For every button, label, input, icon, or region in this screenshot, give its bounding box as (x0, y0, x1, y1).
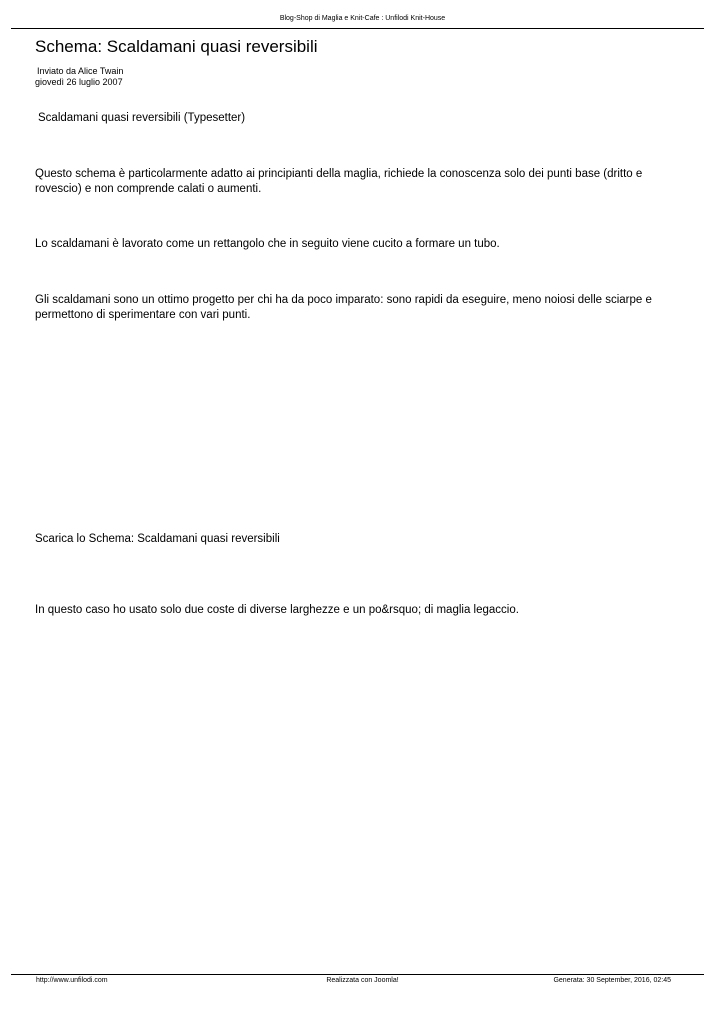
footer-generated-date: Generata: 30 September, 2016, 02:45 (553, 977, 671, 984)
site-header-title: Blog-Shop di Maglia e Knit-Cafe : Unfilodi Knit-House (279, 15, 446, 22)
article-subheading: Scaldamani quasi reversibili (Typesetter) (38, 112, 246, 124)
header-divider (11, 28, 704, 29)
article-paragraph: Gli scaldamani sono un ottimo progetto per chi ha da poco imparato: sono rapidi da eseguire, meno noiosi delle sciarpe e permettono di sperimentare con vari punti. (35, 294, 652, 321)
article-title: Schema: Scaldamani quasi reversibili (35, 37, 318, 56)
footer-divider (11, 974, 704, 975)
article-paragraph: In questo caso ho usato solo due coste di diverse larghezze e un po&rsquo; di maglia legaccio. (35, 604, 519, 616)
article-paragraph: Questo schema è particolarmente adatto ai principianti della maglia, richiede la conoscenza solo dei punti base (dritto e rovescio) e non comprende calati o aumenti. (35, 168, 643, 195)
article-paragraph: Lo scaldamani è lavorato come un rettangolo che in seguito viene cucito a formare un tubo. (35, 238, 500, 250)
footer-powered-by: Realizzata con Joomla! (326, 977, 399, 984)
article-author: Inviato da Alice Twain (37, 66, 124, 76)
footer-site-url: http://www.unfilodi.com (36, 977, 108, 984)
download-pattern-text: Scarica lo Schema: Scaldamani quasi reversibili (35, 533, 280, 545)
article-date: giovedì 26 luglio 2007 (35, 77, 123, 87)
